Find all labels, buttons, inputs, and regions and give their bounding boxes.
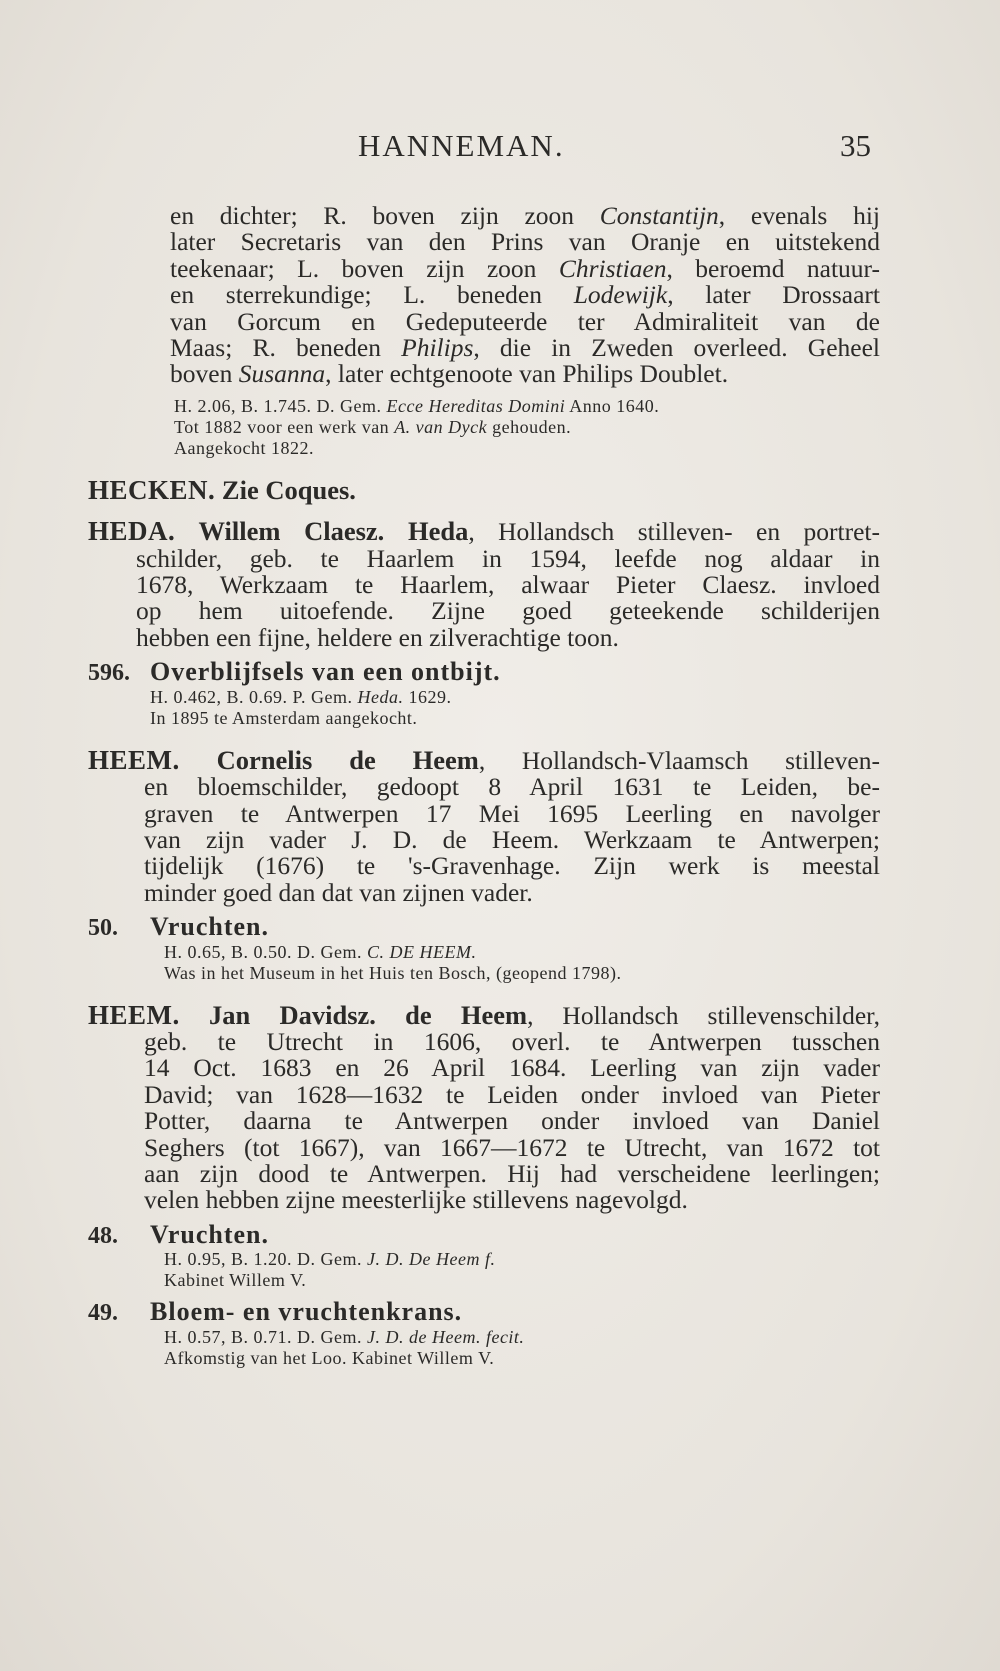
catalogue-meta: H. 0.462, B. 0.69. P. Gem. Heda. 1629. [150,686,452,707]
text-line: geb. te Utrecht in 1606, overl. te Antwerpen tusschen [144,1026,880,1056]
text-line: graven te Antwerpen 17 Mei 1695 Leerling en navolger [144,798,880,828]
text-line: en sterrekundige; L. beneden Lodewijk, later Drossaart [170,280,880,310]
text-line: hebben een fijne, heldere en zilverachtige toon. [136,622,619,652]
text-line: tijdelijk (1676) te 's-Gravenhage. Zijn werk is meestal [144,851,880,881]
text-line: HEDA. Willem Claesz. Heda, Hollandsch stilleven- en portret- [88,516,880,547]
cross-reference: Zie Coques. [215,474,356,505]
text-line: boven Susanna, later echtgenoote van Philips Doublet. [170,359,729,389]
text-line: teekenaar; L. boven zijn zoon Christiaen, beroemd natuur- [170,253,881,283]
text-line: velen hebben zijne meesterlijke stillevens nagevolgd. [144,1185,688,1215]
artist-full-name: Jan Davidsz. de Heem [179,999,528,1030]
item-number: 50. [88,915,118,942]
catalogue-provenance: Tot 1882 voor een werk van A. van Dyck gehouden. [174,416,572,437]
item-title: Bloem- en vruchtenkrans. [150,1297,463,1327]
text-line: HEEM. Jan Davidsz. de Heem, Hollandsch stillevenschilder, [88,999,881,1030]
artist-name: HECKEN. [88,474,216,505]
item-title: Vruchten. [150,912,270,942]
artist-full-name: Willem Claesz. Heda [175,516,469,547]
entry-heda [88,518,880,728]
text-line: Potter, daarna te Antwerpen onder invloed van Daniel [144,1106,880,1136]
entry-heem-cornelis [88,744,880,984]
text-line: aan zijn dood te Antwerpen. Hij had verscheidene leerlingen; [144,1158,880,1188]
text-line: schilder, geb. te Haarlem in 1594, leefde nog aldaar in [136,543,880,573]
body-text [88,201,881,1369]
text-line: en dichter; R. boven zijn zoon Constantijn, evenals hij [170,201,880,230]
catalogue-provenance: Was in het Museum in het Huis ten Bosch, (geopend 1798). [164,962,622,983]
text-line: op hem uitoefende. Zijne goed geteekende schilderijen [136,596,880,626]
catalogue-item [88,1219,880,1249]
text-line: en bloemschilder, gedoopt 8 April 1631 te Leiden, be- [144,772,880,802]
catalogue-item [88,914,880,941]
text-line: Maas; R. beneden Philips, die in Zweden overleed. Geheel [170,333,881,363]
catalogue-item [88,1299,880,1326]
catalogue-meta: H. 0.65, B. 0.50. D. Gem. C. DE HEEM. [164,941,477,962]
page-number: 35 [840,128,871,163]
text-line: Seghers (tot 1667), van 1667—1672 te Utrecht, van 1672 tot [144,1132,880,1162]
text-line: David; van 1628—1632 te Leiden onder invloed van Pieter [144,1079,880,1109]
text-line: later Secretaris van den Prins van Oranje en uitstekend [170,227,880,257]
catalogue-provenance: In 1895 te Amsterdam aangekocht. [150,707,418,728]
catalogue-provenance: Afkomstig van het Loo. Kabinet Willem V. [164,1347,495,1368]
item-number: 48. [88,1222,118,1249]
text-line: van zijn vader J. D. de Heem. Werkzaam te Antwerpen; [144,824,880,854]
text-line: HEEM. Cornelis de Heem, Hollandsch-Vlaamsch stilleven- [88,744,880,775]
text-line: minder goed dan dat van zijnen vader. [144,877,533,907]
catalogue-meta: H. 0.95, B. 1.20. D. Gem. J. D. De Heem f. [164,1249,496,1270]
catalogue-meta: H. 0.57, B. 0.71. D. Gem. J. D. de Heem. fecit. [164,1326,525,1347]
text-line: 14 Oct. 1683 en 26 April 1684. Leerling van zijn vader [144,1053,880,1083]
item-title: Vruchten. [150,1219,270,1249]
running-head [0,128,1000,168]
item-title: Overblijfsels van een ontbijt. [150,657,501,687]
catalogue-acquisition: Aangekocht 1822. [174,437,314,458]
artist-full-name: Cornelis de Heem [179,744,479,775]
catalogue-item [88,659,880,686]
catalogue-provenance: Kabinet Willem V. [164,1270,307,1291]
item-number: 596. [88,660,130,687]
artist-name: HEEM. [88,999,180,1030]
entry-heem-jan [88,999,881,1369]
catalogue-meta: H. 2.06, B. 1.745. D. Gem. Ecce Hereditas Domini Anno 1640. [174,395,660,416]
artist-name: HEDA. [88,516,176,547]
text-line: 1678, Werkzaam te Haarlem, alwaar Pieter Claesz. invloed [136,570,880,600]
entry-hecken [88,474,880,505]
running-head-title: HANNEMAN. [358,128,565,163]
item-number: 49. [88,1300,118,1327]
artist-name: HEEM. [88,744,180,775]
hanneman-entry-continuation [136,203,880,459]
text-line: van Gorcum en Gedeputeerde ter Admiraliteit van de [170,306,880,336]
